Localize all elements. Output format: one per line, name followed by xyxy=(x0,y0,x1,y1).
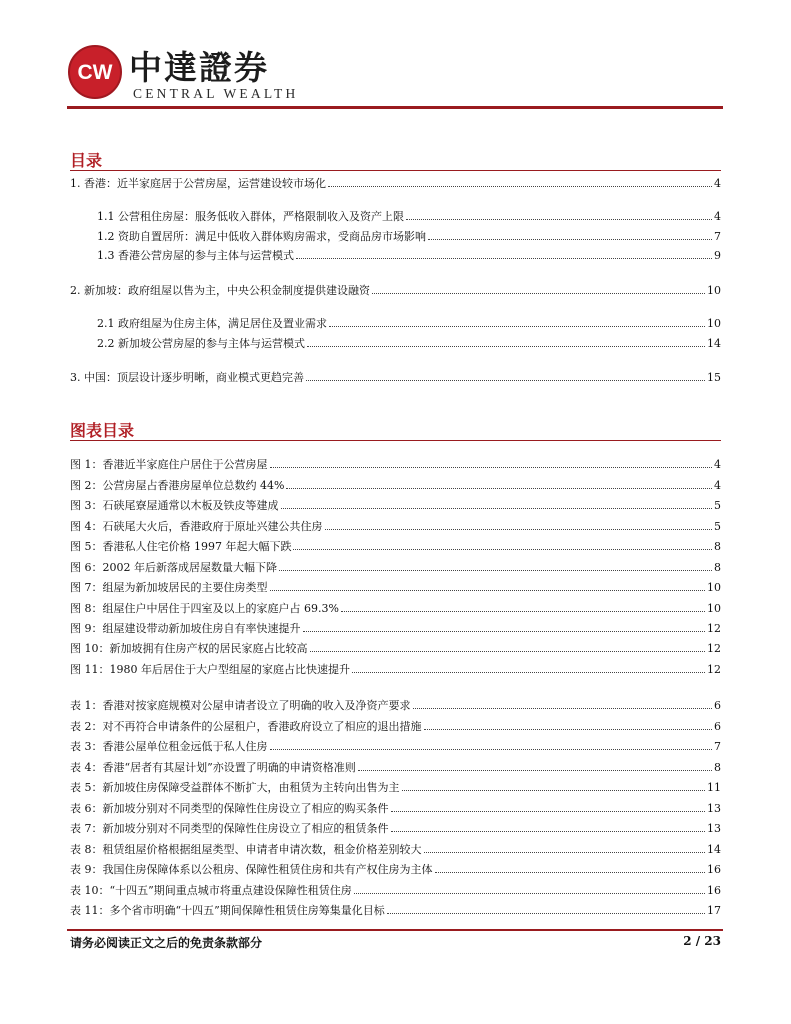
table-entry[interactable]: 表 4：香港“居者有其屋计划”亦设置了明确的申请资格准则 8 xyxy=(70,761,721,774)
table-entry[interactable]: 表 9：我国住房保障体系以公租房、保障性租赁住房和共有产权住房为主体 16 xyxy=(70,863,721,876)
figures-divider xyxy=(70,440,721,441)
table-entry[interactable]: 表 7：新加坡分别对不同类型的保障性住房设立了相应的租赁条件 13 xyxy=(70,822,721,835)
table-entry[interactable]: 表 11：多个省市明确“十四五”期间保障性租赁住房筹集量化目标 17 xyxy=(70,904,721,917)
toc-entry[interactable]: 1.2 资助自置居所：满足中低收入群体购房需求，受商品房市场影响 7 xyxy=(97,230,721,243)
figure-entry[interactable]: 图 9：组屋建设带动新加坡住房自有率快速提升 12 xyxy=(70,622,721,635)
header-divider xyxy=(67,106,723,109)
figures-title: 图表目录 xyxy=(70,421,135,440)
toc-entry[interactable]: 2. 新加坡：政府组屋以售为主，中央公积金制度提供建设融资 10 xyxy=(70,284,721,297)
toc-title: 目录 xyxy=(70,151,103,170)
table-entry[interactable]: 表 1：香港对按家庭规模对公屋申请者设立了明确的收入及净资产要求 6 xyxy=(70,699,721,712)
figure-entry[interactable]: 图 1：香港近半家庭住户居住于公营房屋 4 xyxy=(70,458,721,471)
figure-entry[interactable]: 图 11：1980 年后居住于大户型组屋的家庭占比快速提升 12 xyxy=(70,663,721,676)
figure-entry[interactable]: 图 3：石硖尾寮屋通常以木板及铁皮等建成 5 xyxy=(70,499,721,512)
brand-name-cn: 中達證券 xyxy=(129,48,269,87)
figure-entry[interactable]: 图 4：石硖尾大火后，香港政府于原址兴建公共住房 5 xyxy=(70,520,721,533)
toc-entry[interactable]: 1.3 香港公营房屋的参与主体与运营模式 9 xyxy=(97,249,721,262)
table-entry[interactable]: 表 8：租赁组屋价格根据组屋类型、申请者申请次数，租金价格差别较大 14 xyxy=(70,843,721,856)
toc-divider xyxy=(70,170,721,171)
page-number: 2 / 23 xyxy=(683,934,721,948)
cw-logo-icon xyxy=(67,44,123,100)
svg-text:CW: CW xyxy=(77,61,113,84)
figure-entry[interactable]: 图 7：组屋为新加坡居民的主要住房类型 10 xyxy=(70,581,721,594)
toc-entry[interactable]: 1. 香港：近半家庭居于公营房屋，运营建设较市场化 4 xyxy=(70,177,721,190)
toc-entry[interactable]: 1.1 公营租住房屋：服务低收入群体，严格限制收入及资产上限 4 xyxy=(97,210,721,223)
figure-entry[interactable]: 图 5：香港私人住宅价格 1997 年起大幅下跌 8 xyxy=(70,540,721,553)
figure-entry[interactable]: 图 10：新加坡拥有住房产权的居民家庭占比较高 12 xyxy=(70,642,721,655)
table-entry[interactable]: 表 2：对不再符合申请条件的公屋租户，香港政府设立了相应的退出措施 6 xyxy=(70,720,721,733)
toc-entry[interactable]: 3. 中国：顶层设计逐步明晰，商业模式更趋完善 15 xyxy=(70,371,721,384)
table-entry[interactable]: 表 5：新加坡住房保障受益群体不断扩大，由租赁为主转向出售为主 11 xyxy=(70,781,721,794)
figure-entry[interactable]: 图 2：公营房屋占香港房屋单位总数约 44% 4 xyxy=(70,479,721,492)
brand-name-en: CENTRAL WEALTH xyxy=(133,86,299,101)
figure-entry[interactable]: 图 8：组屋住户中居住于四室及以上的家庭户占 69.3% 10 xyxy=(70,602,721,615)
toc-entry[interactable]: 2.1 政府组屋为住房主体，满足居住及置业需求 10 xyxy=(97,317,721,330)
company-logo xyxy=(67,40,317,106)
table-entry[interactable]: 表 6：新加坡分别对不同类型的保障性住房设立了相应的购买条件 13 xyxy=(70,802,721,815)
footer-divider xyxy=(67,929,723,931)
disclaimer-note: 请务必阅读正文之后的免责条款部分 xyxy=(70,936,263,950)
figure-entry[interactable]: 图 6：2002 年后新落成居屋数量大幅下降 8 xyxy=(70,561,721,574)
table-entry[interactable]: 表 3：香港公屋单位租金远低于私人住房 7 xyxy=(70,740,721,753)
toc-entry[interactable]: 2.2 新加坡公营房屋的参与主体与运营模式 14 xyxy=(97,337,721,350)
table-entry[interactable]: 表 10：“十四五”期间重点城市将重点建设保障性租赁住房 16 xyxy=(70,884,721,897)
